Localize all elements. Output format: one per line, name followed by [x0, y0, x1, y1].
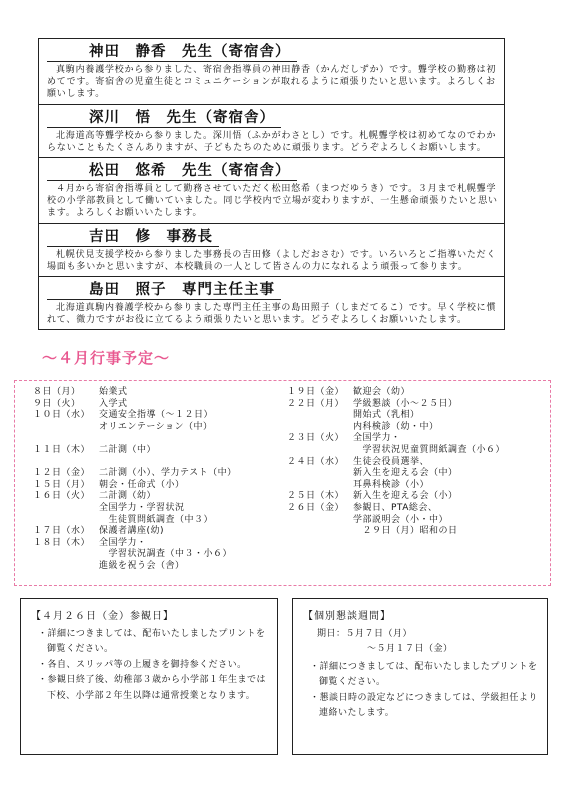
- event-line: [287, 457, 505, 469]
- event-line: [33, 515, 237, 527]
- staff-entry: [39, 105, 504, 158]
- event-line: [287, 445, 505, 457]
- notice-item: ・詳細につきましては、配布いたしましたプリントを御覧ください。: [38, 629, 266, 655]
- event-date: ２５日（木）: [287, 491, 345, 502]
- staff-name: 松田 悠希 先生（寄宿舎）: [47, 163, 297, 181]
- event-text: 学習状況調査（中３・小６）: [99, 549, 233, 560]
- staff-message: 真駒内養護学校から参りました、寄宿舎指導員の神田静香（かんだしずか）です。聾学校の勤務は初めてです。寄宿舎の児童生徒とコミュニケーションが取れるように頑張りたいと思います。よろしくお願いします。: [47, 65, 497, 100]
- open-house-body: [35, 627, 269, 704]
- staff-name: 深川 悟 先生（寄宿舎）: [47, 110, 281, 128]
- event-text: オリエンテーション（中）: [99, 421, 213, 432]
- event-text: 全国学力・学習状況: [99, 502, 185, 513]
- individual-meeting-notice: [292, 598, 548, 755]
- event-date: １８日（木）: [33, 537, 91, 548]
- event-text: 学習状況児童質問紙調査（小６）: [353, 444, 506, 455]
- staff-message: 札幌伏見支援学校から参りました事務長の吉田修（よしだおさむ）です。いろいろとご指導いただく場面も多いかと思いますが、本校職員の一人として皆さんの力になれるよう頑張って参ります。: [47, 249, 497, 272]
- event-date: ２２日（月）: [287, 398, 345, 409]
- events-left-column: [33, 387, 237, 573]
- individual-meeting-title: 【個別懇談週間】: [303, 611, 391, 622]
- staff-name: 島田 照子 専門主任主事: [47, 282, 281, 300]
- event-line: [33, 561, 237, 573]
- event-line: [33, 480, 237, 492]
- period-end: ～５月１７日（金）: [367, 644, 453, 655]
- staff-introductions: [38, 38, 505, 330]
- event-line: [33, 491, 237, 503]
- event-text: 学級懇談（小～２５日）: [353, 398, 458, 409]
- event-text: 開始式（乳相）: [353, 410, 420, 421]
- event-text: 新入生を迎える会（小）: [353, 491, 458, 502]
- staff-entry: [39, 277, 504, 329]
- event-text: 二計測（中）: [99, 444, 157, 455]
- event-line: [287, 526, 505, 538]
- period-start: 期日：５月７日（月）: [317, 629, 413, 639]
- event-date: １０日（水）: [33, 410, 91, 421]
- event-text: 学部説明会（小・中）: [353, 514, 449, 525]
- event-text: 内科検診（幼・中）: [353, 421, 439, 432]
- event-line: [33, 549, 237, 561]
- event-date: ２４日（水）: [287, 456, 345, 467]
- event-date: ２６日（金）: [287, 502, 345, 513]
- event-line: [287, 410, 505, 422]
- event-line: [287, 491, 505, 503]
- notice-item: ・各自、スリッパ等の上履きを御持参ください。: [38, 659, 247, 670]
- event-line: [287, 433, 505, 445]
- event-text: 新入生を迎える会（中）: [353, 468, 458, 479]
- event-line: [287, 503, 505, 515]
- event-line: [33, 387, 237, 399]
- event-line: [33, 399, 237, 411]
- event-line: [287, 468, 505, 480]
- event-line: [287, 480, 505, 492]
- event-line: [33, 410, 237, 422]
- event-line: [33, 445, 237, 457]
- event-text: 保護者講座(幼): [99, 526, 165, 537]
- events-title: ～４月行事予定～: [42, 349, 171, 367]
- event-line: [287, 387, 505, 399]
- event-text: 交通安全指導（～１２日）: [99, 410, 214, 421]
- staff-entry: [39, 224, 504, 277]
- staff-name: 吉田 修 事務長: [47, 229, 219, 247]
- event-text: 生徒会役員選挙、: [353, 456, 430, 467]
- event-date: １５日（月）: [33, 479, 91, 490]
- event-text: 始業式: [99, 387, 128, 397]
- notice-item: ・詳細につきましては、配布いたしましたプリントを御覧ください。: [310, 661, 538, 688]
- event-date: ２３日（火）: [287, 433, 345, 444]
- event-line: [33, 538, 237, 550]
- event-line: [33, 526, 237, 538]
- event-text: 参観日、PTA総会、: [353, 502, 438, 513]
- event-text: 入学式: [99, 398, 128, 409]
- event-text: 朝会・任命式（小）: [99, 479, 185, 490]
- event-line: [33, 433, 237, 445]
- event-text: 全国学力・: [99, 537, 147, 548]
- staff-message: ４月から寄宿舎指導員として勤務させていただく松田悠希（まつだゆうき）です。３月まで札幌聾学校の小学部教員として働いていました。同じ学校内で立場が変わりますが、一生懸命頑張りたいと思います。よろしくお願いいたします。: [47, 184, 498, 219]
- event-date: １７日（水）: [33, 526, 91, 537]
- event-line: [287, 399, 505, 411]
- event-date: １１日（木）: [33, 444, 91, 455]
- individual-meeting-body: [307, 627, 539, 721]
- notice-item: ・参観日終了後、幼稚部３歳から小学部１年生までは下校、小学部２年生以降は通常授業となります。: [38, 675, 267, 701]
- event-text: 進級を祝う会（舎）: [99, 560, 185, 571]
- event-text: 生徒質問紙調査（中３）: [99, 514, 214, 525]
- event-line: [287, 422, 505, 434]
- notice-item: ・懇談日時の設定などにつきましては、学級担任より連絡いたします。: [310, 692, 538, 719]
- event-date: ８日（月）: [33, 387, 81, 397]
- event-line: [33, 422, 237, 434]
- staff-entry: [39, 39, 504, 105]
- event-line: [33, 457, 237, 469]
- event-text: 全国学力・: [353, 433, 401, 444]
- staff-entry: [39, 158, 504, 224]
- event-line: [287, 515, 505, 527]
- staff-message: 北海道高等聾学校から参りました。深川悟（ふかがわさとし）です。札幌聾学校は初めてなのでわからないこともたくさんありますが、子どもたちのために頑張ります。どうぞよろしくお願いします。: [47, 130, 497, 153]
- event-text: ２９日（月）昭和の日: [353, 526, 458, 537]
- event-line: [33, 503, 237, 515]
- open-house-notice: [20, 598, 278, 755]
- event-date: ９日（火）: [33, 398, 81, 409]
- event-line: [33, 468, 237, 480]
- event-text: 二計測（小）、学力テスト（中）: [99, 468, 237, 479]
- staff-name: 神田 静香 先生（寄宿舎）: [47, 44, 297, 62]
- events-right-column: [287, 387, 505, 538]
- event-date: １２日（金）: [33, 468, 91, 479]
- open-house-title: 【４月２６日（金）参観日】: [31, 611, 174, 622]
- event-text: 二計測（幼）: [99, 491, 157, 502]
- event-text: 歓迎会（幼）: [353, 387, 411, 397]
- april-events-box: [14, 380, 551, 586]
- event-text: 耳鼻科検診（小）: [353, 479, 430, 490]
- event-date: １６日（火）: [33, 491, 91, 502]
- event-date: １９日（金）: [287, 387, 345, 397]
- staff-message: 北海道真駒内養護学校から参りました専門主任主事の島田照子（しまだてるこ）です。早く学校に慣れて、微力ですがお役に立てるよう頑張りたいと思います。どうぞよろしくお願いいたします。: [47, 303, 497, 326]
